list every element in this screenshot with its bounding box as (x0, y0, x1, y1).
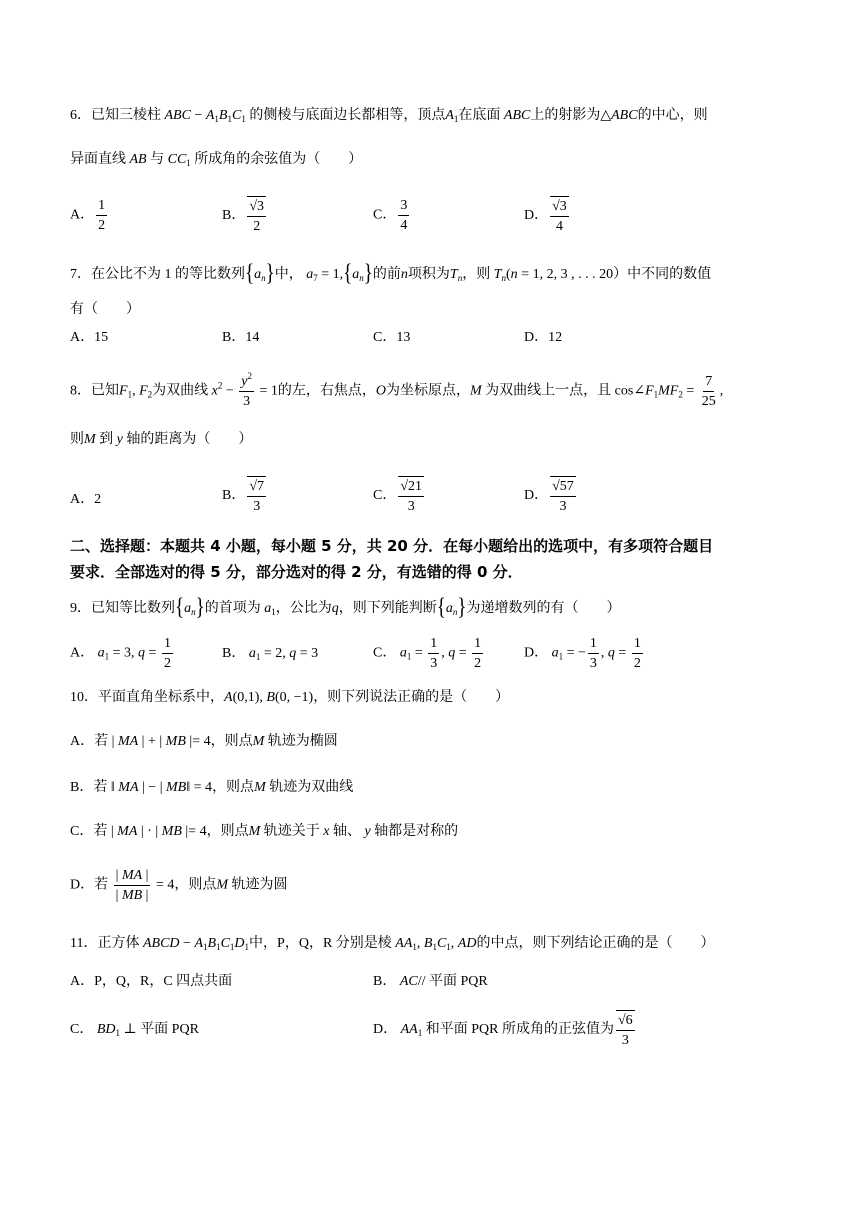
q9-option-c: C． $a_1$ = $\frac{1}{3}$ , q = $\frac{1}{2}$ (373, 636, 482, 671)
q11-option-d: D． $AA_1$ 和平面 PQR 所成角的正弦值为 $\frac{√6}{3}$ (373, 1010, 637, 1050)
q10-line1: 10．平面直角坐标系中，A(0,1), B(0, −1)，则下列说法正确的是（ ） (70, 690, 510, 705)
q8-option-b: B． $\frac{√7}{3}$ (222, 476, 268, 516)
q9-option-d: D． $a_1$ = − $\frac{1}{3}$ , q = $\frac{1}{2}$ (524, 636, 641, 671)
q7-option-d: D．12 (524, 330, 563, 345)
q11-line1: 11．正方体 ABCD − $A_1B_1C_1D_1$中，P，Q，R 分别是棱 $AA_1$, $B_1C_1$, AD的中点，则下列结论正确的是（ ） (70, 936, 715, 952)
q7-line2: 有（ ） (70, 302, 140, 317)
q8-option-d: D． $\frac{√57}{3}$ (524, 476, 578, 516)
q6-line1: 6．已知三棱柱 ABC − $A_1B_1C_1$ 的侧棱与底面边长都相等，顶点$A_1$在底面 ABC上的射影为△ABC的中心，则 (70, 108, 708, 124)
q10-option-d: D．若 $\frac{| MA |}{| MB |}$ = 4，则点M 轨迹为圆 (70, 868, 288, 903)
q10-option-b: B．若 ‖ MA | − | MB‖ = 4，则点M 轨迹为双曲线 (70, 780, 354, 795)
q6-option-d: D． $\frac{√3}{4}$ (524, 196, 571, 236)
q10-option-c: C．若 | MA | · | MB |= 4，则点M 轨迹关于 x 轴、 y 轴都是对称的 (70, 824, 459, 839)
q6-line2: 异面直线 AB 与 $CC_1$ 所成角的余弦值为（ ） (70, 152, 363, 168)
q8-line1: 8．已知$F_1$, $F_2$为双曲线 $x^2$ − $\frac{y^2}{3}$ = 1的左，右焦点，O为坐标原点，M 为双曲线上一点，且 $\cos\angle F_1MF_2$ = $\frac{7}{25}$ , (70, 371, 724, 409)
q11-option-a: A．P，Q，R，C 四点共面 (70, 974, 233, 989)
q9-option-b: B． $a_1 = 2$, q = 3 (222, 646, 319, 662)
q10-option-a: A．若 | MA | + | MB |= 4，则点M 轨迹为椭圆 (70, 734, 338, 749)
q11-option-b: B． AC// 平面 PQR (373, 974, 488, 989)
q6-option-a: A． $\frac{1}{2}$ (70, 198, 106, 233)
q6-option-c: C． $\frac{3}{4}$ (373, 198, 408, 233)
q7-line1: 7．在公比不为 1 的等比数列$\{a_n\}$中， $a_7 = 1,\{a_n\}$的前n项积为$T_n$，则 $T_n(n = 1$, 2, 3 , . . . 20）中不同的数值 (70, 259, 712, 287)
q7-option-a: A．15 (70, 330, 109, 345)
q8-line2: 则M 到 y 轴的距离为（ ） (70, 432, 253, 447)
section2-heading-line2: 要求．全部选对的得 5 分，部分选对的得 2 分，有选错的得 0 分． (70, 563, 523, 581)
q11-option-c: C． $BD_1$ ⊥ 平面 PQR (70, 1022, 199, 1038)
q7-option-c: C．13 (373, 330, 411, 345)
q9-option-a: A． $a_1 = 3$, q = $\frac{1}{2}$ (70, 636, 171, 671)
q6-option-b: B． $\frac{√3}{2}$ (222, 196, 268, 236)
section2-heading-line1: 二、选择题：本题共 4 小题，每小题 5 分，共 20 分．在每小题给出的选项中，有多项符合题目 (70, 537, 714, 555)
q9-line1: 9．已知等比数列$\{a_n\}$的首项为 $a_1$，公比为q，则下列能判断$\{a_n\}$为递增数列的有（ ） (70, 593, 621, 621)
q7-option-b: B．14 (222, 330, 260, 345)
q8-option-c: C． $\frac{√21}{3}$ (373, 476, 426, 516)
q8-option-a: A．2 (70, 492, 102, 507)
